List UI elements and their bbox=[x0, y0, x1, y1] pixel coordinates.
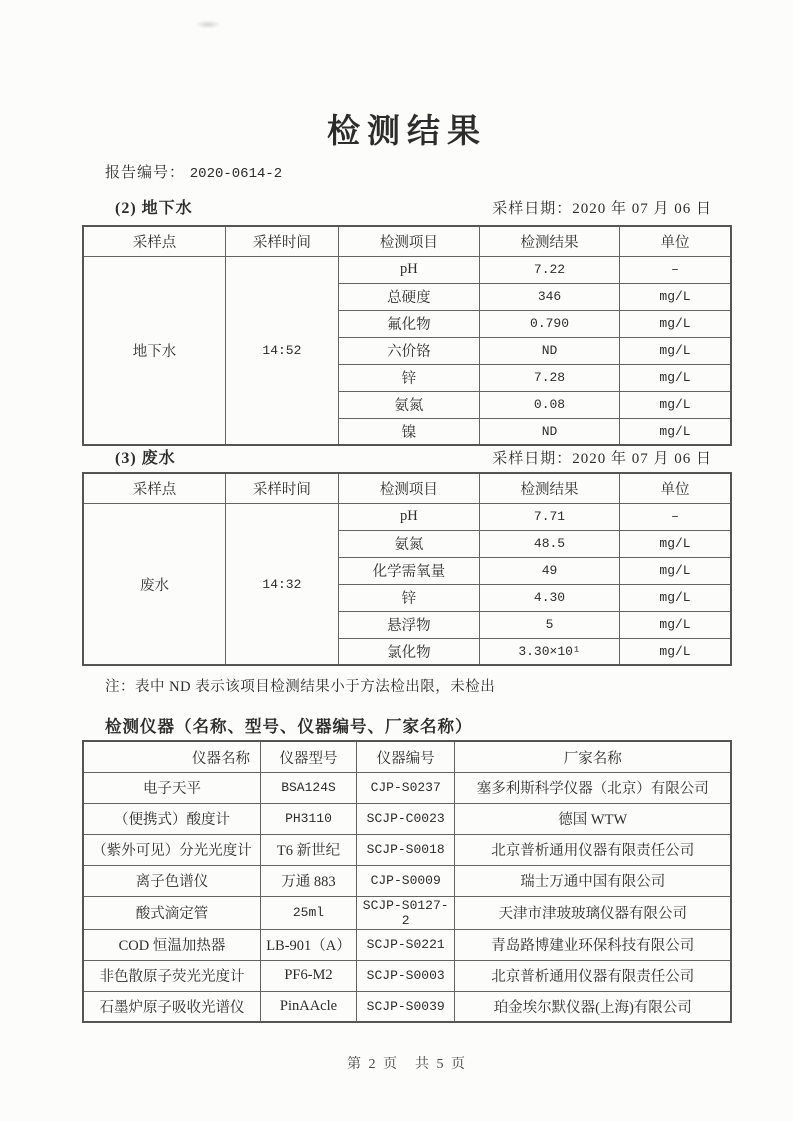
cell-sampling-point: 地下水 bbox=[83, 256, 226, 445]
cell-unit: mg/L bbox=[620, 337, 732, 364]
cell-instrument-name: 离子色谱仪 bbox=[83, 865, 261, 896]
column-header-instrument-model: 仪器型号 bbox=[261, 741, 357, 772]
cell-manufacturer: 天津市津玻玻璃仪器有限公司 bbox=[455, 896, 731, 929]
column-header-unit: 单位 bbox=[620, 473, 732, 503]
table-row bbox=[83, 834, 731, 865]
column-header-test-result: 检测结果 bbox=[480, 473, 620, 503]
nd-footnote: 注：表中 ND 表示该项目检测结果小于方法检出限，未检出 bbox=[105, 679, 496, 696]
cell-test-result: 49 bbox=[480, 557, 620, 584]
cell-instrument-serial: SCJP-C0023 bbox=[356, 803, 454, 834]
cell-test-item: 六价铬 bbox=[338, 337, 479, 364]
cell-manufacturer: 北京普析通用仪器有限责任公司 bbox=[455, 834, 731, 865]
cell-manufacturer: 青岛路博建业环保科技有限公司 bbox=[455, 929, 731, 960]
cell-test-result: 7.28 bbox=[480, 364, 620, 391]
groundwater-section-row bbox=[82, 198, 732, 220]
table-header-row bbox=[83, 226, 731, 256]
column-header-sampling-point: 采样点 bbox=[83, 473, 226, 503]
cell-unit: – bbox=[620, 503, 732, 530]
cell-test-result: 346 bbox=[480, 283, 620, 310]
cell-manufacturer: 珀金埃尔默仪器(上海)有限公司 bbox=[455, 991, 731, 1022]
cell-test-item: 氟化物 bbox=[338, 310, 479, 337]
cell-unit: mg/L bbox=[620, 283, 732, 310]
column-header-sampling-time: 采样时间 bbox=[226, 473, 339, 503]
cell-test-item: 镍 bbox=[338, 418, 479, 445]
cell-test-result: ND bbox=[480, 418, 620, 445]
sampling-date-groundwater: 采样日期：2020 年 07 月 06 日 bbox=[492, 201, 712, 218]
cell-test-result: 0.790 bbox=[480, 310, 620, 337]
table-row bbox=[83, 865, 731, 896]
column-header-manufacturer: 厂家名称 bbox=[455, 741, 731, 772]
cell-test-item: 悬浮物 bbox=[338, 611, 479, 638]
cell-instrument-name: 石墨炉原子吸收光谱仪 bbox=[83, 991, 261, 1022]
cell-unit: mg/L bbox=[620, 584, 732, 611]
cell-sampling-point: 废水 bbox=[83, 503, 226, 665]
cell-instrument-name: COD 恒温加热器 bbox=[83, 929, 261, 960]
cell-test-result: 7.71 bbox=[480, 503, 620, 530]
report-number-label: 报告编号： bbox=[105, 165, 186, 182]
cell-instrument-model: T6 新世纪 bbox=[261, 834, 357, 865]
page-title: 检测结果 bbox=[327, 114, 487, 150]
cell-unit: mg/L bbox=[620, 530, 732, 557]
section-label-wastewater: (3) 废水 bbox=[115, 450, 176, 468]
cell-test-item: 化学需氧量 bbox=[338, 557, 479, 584]
cell-instrument-serial: CJP-S0009 bbox=[356, 865, 454, 896]
column-header-instrument-serial: 仪器编号 bbox=[356, 741, 454, 772]
cell-instrument-model: BSA124S bbox=[261, 772, 357, 803]
table-header-row bbox=[83, 741, 731, 772]
report-number-value: 2020-0614-2 bbox=[189, 166, 283, 183]
cell-instrument-name: 非色散原子荧光光度计 bbox=[83, 960, 261, 991]
cell-unit: mg/L bbox=[620, 418, 732, 445]
table-row bbox=[83, 991, 731, 1022]
cell-unit: mg/L bbox=[620, 364, 732, 391]
column-header-unit: 单位 bbox=[620, 226, 732, 256]
cell-instrument-model: PF6-M2 bbox=[261, 960, 357, 991]
cell-sampling-time: 14:52 bbox=[226, 256, 339, 445]
column-header-instrument-name: 仪器名称 bbox=[83, 741, 261, 772]
cell-test-item: 氨氮 bbox=[338, 391, 479, 418]
cell-manufacturer: 塞多利斯科学仪器（北京）有限公司 bbox=[455, 772, 731, 803]
report-number-line bbox=[82, 161, 732, 182]
cell-manufacturer: 瑞士万通中国有限公司 bbox=[455, 865, 731, 896]
cell-unit: mg/L bbox=[620, 611, 732, 638]
table-row bbox=[83, 503, 731, 530]
cell-test-item: pH bbox=[338, 503, 479, 530]
cell-instrument-name: （紫外可见）分光光度计 bbox=[83, 834, 261, 865]
page-number-footer: 第 2 页 共 5 页 bbox=[347, 1057, 467, 1073]
cell-instrument-model: LB-901（A） bbox=[261, 929, 357, 960]
cell-test-result: 3.30×10¹ bbox=[480, 638, 620, 665]
instruments-section-heading: 检测仪器（名称、型号、仪器编号、厂家名称） bbox=[105, 717, 473, 737]
cell-instrument-name: 酸式滴定管 bbox=[83, 896, 261, 929]
cell-unit: – bbox=[620, 256, 732, 283]
table-row bbox=[83, 803, 731, 834]
table-row bbox=[83, 929, 731, 960]
cell-instrument-name: 电子天平 bbox=[83, 772, 261, 803]
cell-unit: mg/L bbox=[620, 310, 732, 337]
cell-instrument-model: 万通 883 bbox=[261, 865, 357, 896]
cell-instrument-serial: SCJP-S0018 bbox=[356, 834, 454, 865]
wastewater-results-table bbox=[82, 472, 732, 666]
cell-manufacturer: 德国 WTW bbox=[455, 803, 731, 834]
cell-instrument-serial: CJP-S0237 bbox=[356, 772, 454, 803]
cell-sampling-time: 14:32 bbox=[226, 503, 339, 665]
column-header-test-result: 检测结果 bbox=[480, 226, 620, 256]
scan-smudge-artifact bbox=[195, 20, 221, 29]
cell-test-result: 4.30 bbox=[480, 584, 620, 611]
cell-instrument-serial: SCJP-S0039 bbox=[356, 991, 454, 1022]
cell-test-item: 总硬度 bbox=[338, 283, 479, 310]
wastewater-section-row bbox=[82, 448, 732, 470]
table-header-row bbox=[83, 473, 731, 503]
instruments-table bbox=[82, 740, 732, 1023]
cell-test-result: 0.08 bbox=[480, 391, 620, 418]
cell-instrument-serial: SCJP-S0221 bbox=[356, 929, 454, 960]
cell-test-item: 氯化物 bbox=[338, 638, 479, 665]
cell-test-result: ND bbox=[480, 337, 620, 364]
cell-test-item: 锌 bbox=[338, 364, 479, 391]
cell-test-result: 7.22 bbox=[480, 256, 620, 283]
cell-test-result: 48.5 bbox=[480, 530, 620, 557]
groundwater-results-table bbox=[82, 225, 732, 446]
cell-unit: mg/L bbox=[620, 391, 732, 418]
cell-unit: mg/L bbox=[620, 557, 732, 584]
cell-instrument-model: PH3110 bbox=[261, 803, 357, 834]
table-row bbox=[83, 256, 731, 283]
cell-instrument-name: （便携式）酸度计 bbox=[83, 803, 261, 834]
table-row bbox=[83, 960, 731, 991]
column-header-sampling-point: 采样点 bbox=[83, 226, 226, 256]
cell-unit: mg/L bbox=[620, 638, 732, 665]
column-header-test-item: 检测项目 bbox=[338, 226, 479, 256]
cell-instrument-model: PinAAcle bbox=[261, 991, 357, 1022]
cell-instrument-serial: SCJP-S0127-2 bbox=[356, 896, 454, 929]
column-header-sampling-time: 采样时间 bbox=[226, 226, 339, 256]
table-row bbox=[83, 772, 731, 803]
cell-test-item: pH bbox=[338, 256, 479, 283]
table-row bbox=[83, 896, 731, 929]
sampling-date-wastewater: 采样日期：2020 年 07 月 06 日 bbox=[492, 451, 712, 468]
cell-test-item: 锌 bbox=[338, 584, 479, 611]
cell-test-result: 5 bbox=[480, 611, 620, 638]
column-header-test-item: 检测项目 bbox=[338, 473, 479, 503]
section-label-groundwater: (2) 地下水 bbox=[115, 200, 193, 218]
cell-test-item: 氨氮 bbox=[338, 530, 479, 557]
cell-instrument-model: 25ml bbox=[261, 896, 357, 929]
cell-manufacturer: 北京普析通用仪器有限责任公司 bbox=[455, 960, 731, 991]
cell-instrument-serial: SCJP-S0003 bbox=[356, 960, 454, 991]
